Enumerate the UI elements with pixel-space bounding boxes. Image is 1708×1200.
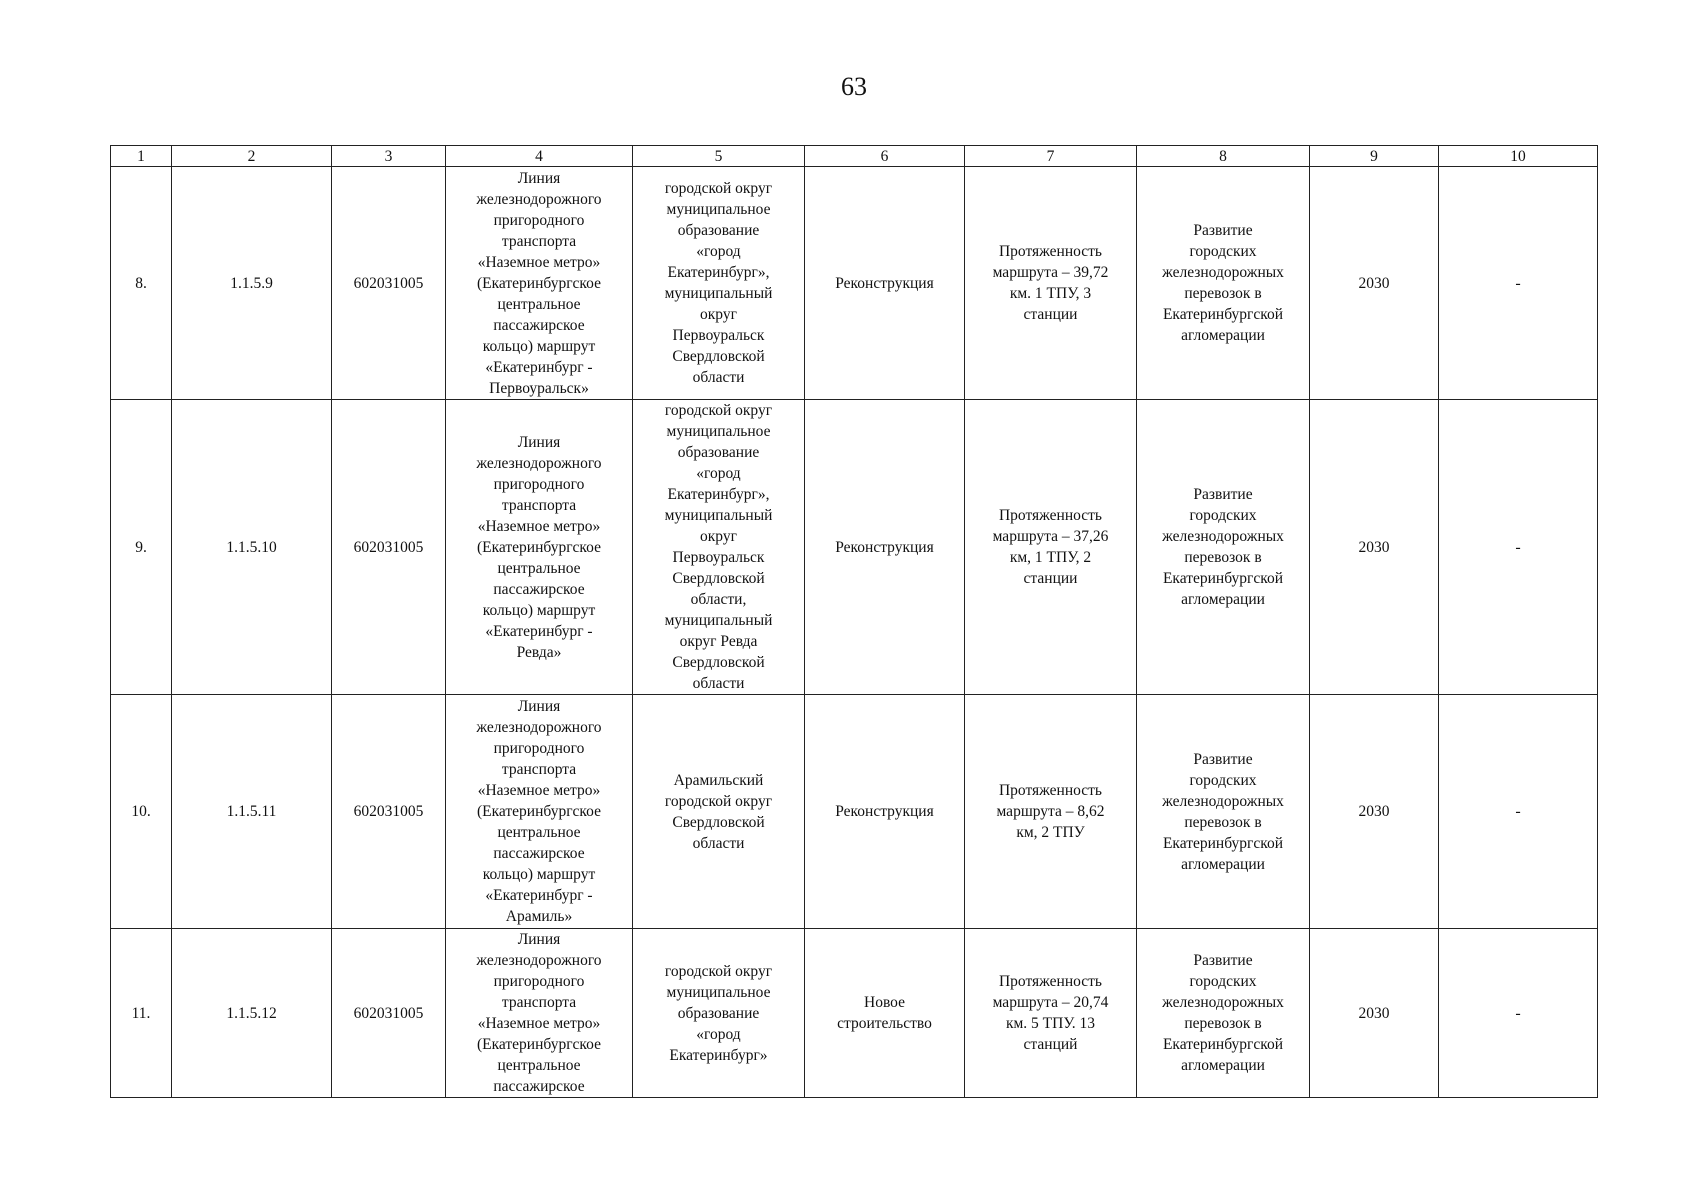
code-cell [172,929,332,1098]
object-name: Линия железнодорожного пригородного транспорта «Наземное метро» (Екатеринбургское центральное пассажирское кольцо) маршрут «Екатеринбург - Первоуральск» [476,169,602,397]
territory-cell [633,400,805,695]
characteristics-cell [965,929,1137,1098]
object-code: 1.1.5.11 [226,803,277,820]
row-number: 9. [135,538,147,556]
characteristics-text: Протяженность маршрута – 20,74 км. 5 ТПУ. 13 станций [992,973,1109,1053]
row-number: 8. [135,274,147,292]
register-table [110,145,1598,1098]
id-cell [332,695,446,929]
object-id: 602031005 [353,803,424,820]
territory-cell [633,929,805,1098]
column-header: 2 [172,146,332,167]
work-type-cell [805,167,965,400]
characteristics-cell [965,167,1137,400]
note-cell [1439,400,1598,695]
work-type: Реконструкция [835,274,934,292]
row-number-cell [111,400,172,695]
column-header: 9 [1310,146,1439,167]
row-number-cell [111,167,172,400]
id-cell [332,400,446,695]
purpose-cell [1137,167,1310,400]
characteristics-text: Протяженность маршрута – 39,72 км. 1 ТПУ, 3 станции [992,243,1109,323]
table-row [111,400,1598,695]
column-header: 7 [965,146,1137,167]
object-name: Линия железнодорожного пригородного транспорта «Наземное метро» (Екатеринбургское центральное пассажирское кольцо) маршрут «Екатеринбург - Арамиль» [476,698,602,925]
purpose-text: Развитие городских железнодорожных перевозок в Екатеринбургской агломерации [1162,952,1284,1074]
note-cell [1439,695,1598,929]
code-cell [172,167,332,400]
column-header: 8 [1137,146,1310,167]
purpose-text: Развитие городских железнодорожных перевозок в Екатеринбургской агломерации [1162,750,1284,873]
table-row [111,167,1598,400]
column-header: 4 [446,146,633,167]
table-row [111,695,1598,929]
work-type-cell [805,929,965,1098]
object-code: 1.1.5.9 [230,274,273,292]
characteristics-text: Протяженность маршрута – 37,26 км, 1 ТПУ, 2 станции [992,507,1109,587]
column-header: 6 [805,146,965,167]
territory-text: Арамильский городской округ Свердловской области [664,771,773,852]
column-header: 5 [633,146,805,167]
column-number-row [111,146,1598,167]
object-cell [446,695,633,929]
characteristics-cell [965,695,1137,929]
work-type: Новое строительство [837,994,932,1032]
year-cell [1310,400,1439,695]
object-id: 602031005 [353,538,424,556]
note-text: - [1515,274,1521,292]
characteristics-text: Протяженность маршрута – 8,62 км, 2 ТПУ [996,782,1105,841]
column-header: 10 [1439,146,1598,167]
id-cell [332,167,446,400]
territory-text: городской округ муниципальное образование «город Екатеринбург», муниципальный округ Первоуральск Свердловской области [664,180,773,386]
work-type: Реконструкция [835,538,934,556]
note-text: - [1515,538,1521,556]
table-row [111,929,1598,1098]
row-number: 10. [131,803,151,820]
code-cell [172,695,332,929]
purpose-text: Развитие городских железнодорожных перевозок в Екатеринбургской агломерации [1162,486,1284,608]
object-cell [446,929,633,1098]
page-number: 63 [841,72,867,101]
object-id: 602031005 [353,1004,424,1022]
object-cell [446,400,633,695]
object-cell [446,167,633,400]
year-cell [1310,695,1439,929]
purpose-cell [1137,695,1310,929]
row-number-cell [111,929,172,1098]
work-type: Реконструкция [835,803,934,820]
object-name: Линия железнодорожного пригородного транспорта «Наземное метро» (Екатеринбургское центральное пассажирское кольцо) маршрут «Екатеринбург - Ревда» [476,433,602,661]
year-text: 2030 [1358,538,1390,556]
row-number-cell [111,695,172,929]
code-cell [172,400,332,695]
work-type-cell [805,695,965,929]
id-cell [332,929,446,1098]
object-code: 1.1.5.10 [226,538,277,556]
territory-text: городской округ муниципальное образование «город Екатеринбург», муниципальный округ Первоуральск Свердловской области, муниципальный округ Ревда Свердловской области [664,402,773,692]
column-header: 3 [332,146,446,167]
purpose-cell [1137,929,1310,1098]
year-cell [1310,167,1439,400]
territory-text: городской округ муниципальное образование «город Екатеринбург» [664,962,773,1064]
characteristics-cell [965,400,1137,695]
column-header: 1 [111,146,172,167]
year-text: 2030 [1358,1004,1390,1022]
row-number: 11. [131,1004,151,1022]
object-id: 602031005 [353,274,424,292]
year-text: 2030 [1358,803,1390,820]
year-cell [1310,929,1439,1098]
year-text: 2030 [1358,274,1390,292]
object-code: 1.1.5.12 [226,1004,277,1022]
territory-cell [633,167,805,400]
purpose-cell [1137,400,1310,695]
work-type-cell [805,400,965,695]
object-name: Линия железнодорожного пригородного транспорта «Наземное метро» (Екатеринбургское центральное пассажирское [476,931,602,1095]
purpose-text: Развитие городских железнодорожных перевозок в Екатеринбургской агломерации [1162,222,1284,344]
note-cell [1439,167,1598,400]
note-text: - [1515,803,1521,820]
note-text: - [1515,1004,1521,1022]
territory-cell [633,695,805,929]
note-cell [1439,929,1598,1098]
